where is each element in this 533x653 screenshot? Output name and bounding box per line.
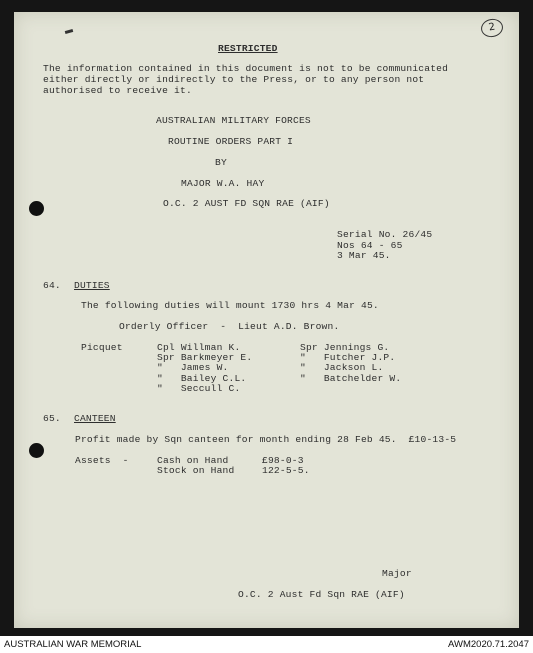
asset-amount-1: £98-0-3 (262, 455, 304, 466)
signature-unit: O.C. 2 Aust Fd Sqn RAE (AIF) (238, 589, 405, 600)
notice-line-3: authorised to receive it. (43, 85, 192, 96)
canteen-profit: Profit made by Sqn canteen for month ending 28 Feb 45. £10-13-5 (75, 434, 457, 445)
duties-intro: The following duties will mount 1730 hrs 4 Mar 45. (81, 300, 379, 311)
section-64-heading: DUTIES (74, 280, 110, 291)
order-numbers: Nos 64 - 65 (337, 240, 403, 251)
asset-item-2: Stock on Hand (157, 465, 235, 476)
serial-number: Serial No. 26/45 (337, 229, 433, 240)
order-date: 3 Mar 45. (337, 250, 391, 261)
classification-stamp: RESTRICTED (218, 43, 278, 54)
punch-hole-bottom (29, 443, 44, 458)
page-number: 2 (480, 17, 505, 39)
section-64-number: 64. (43, 280, 61, 291)
section-65-number: 65. (43, 413, 61, 424)
section-65-heading: CANTEEN (74, 413, 116, 424)
picquet-left-5: " Seccull C. (157, 383, 241, 394)
title-line-2: ROUTINE ORDERS PART I (168, 136, 294, 147)
notice-line-2: either directly or indirectly to the Press, or to any person not (43, 74, 425, 85)
footer-accession-number: AWM2020.71.2047 (448, 639, 529, 650)
document-page (14, 12, 519, 628)
title-line-3: BY (215, 157, 227, 168)
assets-label: Assets - (75, 455, 129, 466)
notice-line-1: The information contained in this document is not to be communicated (43, 63, 449, 74)
picquet-label: Picquet (81, 342, 123, 353)
asset-item-1: Cash on Hand (157, 455, 229, 466)
picquet-left-2: Spr Barkmeyer E. (157, 352, 253, 363)
signature-rank: Major (382, 568, 412, 579)
picquet-right-4: " Batchelder W. (300, 373, 402, 384)
picquet-left-3: " James W. (157, 362, 229, 373)
picquet-right-1: Spr Jennings G. (300, 342, 390, 353)
orderly-officer: Orderly Officer - Lieut A.D. Brown. (119, 321, 340, 332)
picquet-right-3: " Jackson L. (300, 362, 384, 373)
picquet-left-4: " Bailey C.L. (157, 373, 247, 384)
title-line-5: O.C. 2 AUST FD SQN RAE (AIF) (163, 198, 330, 209)
punch-hole-top (29, 201, 44, 216)
title-line-4: MAJOR W.A. HAY (181, 178, 265, 189)
footer-institution: AUSTRALIAN WAR MEMORIAL (4, 639, 142, 650)
picquet-right-2: " Futcher J.P. (300, 352, 396, 363)
asset-amount-2: 122-5-5. (262, 465, 310, 476)
title-line-1: AUSTRALIAN MILITARY FORCES (156, 115, 311, 126)
picquet-left-1: Cpl Willman K. (157, 342, 241, 353)
